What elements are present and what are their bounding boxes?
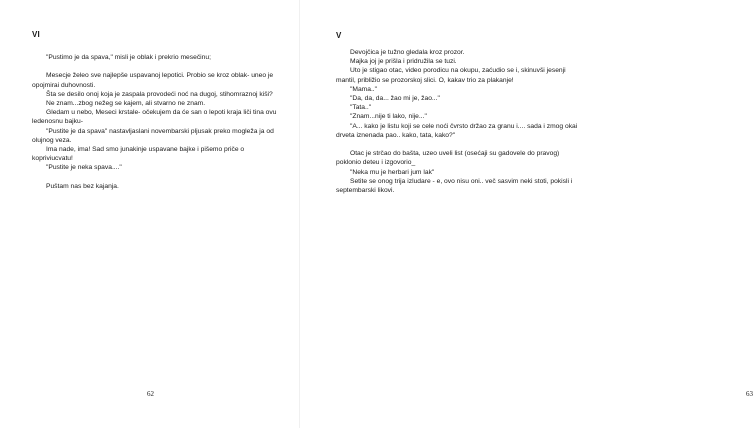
paragraph: Mesecje želeo sve najlepše uspavanoj lepotici. Probio se kroz oblak- uneo je opojmirai duhovnosti. — [32, 72, 274, 89]
paragraph: "Mama.." — [350, 85, 378, 93]
paragraph: Ne znam...zbog nežeg se kajem, ali stvarno ne znam. — [46, 100, 206, 107]
paragraph: "Pustite je neka spava...." — [46, 164, 122, 172]
paragraph: Devojčica je tužno gledala kroz prozor. — [350, 49, 465, 56]
paragraph: Šta se desilo onoj koja je zaspala provodeći noć na dugoj, stihomraznoj kiši? — [46, 90, 273, 98]
paragraph: "Pustimo je da spava," misli je oblak i prekrio mesečinu; — [46, 54, 211, 61]
paragraph: "Tata.." — [350, 104, 372, 112]
paragraph: "A... kako je listu koji se cele noći čvrsto držao za granu i.... sada i zmog okai drveta iznenada pao.. kako, tata, kako?" — [336, 122, 578, 139]
right-page — [300, 0, 753, 428]
paragraph: Otac je strčao do bašta, uzeo uveli list (osećaji su gadovele do pravog) poklonio deteu i izgovorio_ — [336, 150, 560, 167]
chapter-heading: V — [336, 31, 342, 40]
paragraph: Gledam u nebo, Meseci krstale- očekujem da će san o lepoti kraja liči tina ovu ledenosnu bajku- — [32, 109, 277, 126]
page-body-text — [336, 48, 582, 195]
page-number: 63 — [746, 390, 753, 398]
paragraph: "Pustite je da spava" nastavljaslani novembarski pljusak preko mogleža ja od olujnog veza. — [32, 127, 274, 144]
paragraph: Majka joj je prišla i pridružila se tuzi. — [350, 58, 457, 66]
paragraph: "Da, da, da... žao mi je, žao..." — [350, 95, 440, 103]
paragraph: Ima nade, ima! Sad smo junakinje uspavane bajke i pišemo priče o kopriviucvatu! — [32, 146, 245, 163]
paragraph: "Znam...nije ti lako, nije..." — [350, 113, 427, 121]
paragraph: Uto je stigao otac, video porodicu na okupu, zaćudio se i, skinuvši jesenji mantil, približio se prozorskoj slici. O, kakav trio za plakanje! — [336, 67, 566, 84]
paragraph: "Neka mu je herbari jum lak" — [350, 168, 435, 176]
left-page — [0, 0, 300, 428]
page-number: 62 — [147, 390, 154, 398]
paragraph: Setite se onog trija izludare - e, ovo nisu oni.. več sasvim neki stoti, pokisli i septembarski likovi. — [336, 177, 573, 195]
page-body-text — [32, 53, 278, 191]
chapter-heading: VI — [32, 30, 40, 39]
paragraph: Puštam nas bez kajanja. — [46, 182, 119, 190]
